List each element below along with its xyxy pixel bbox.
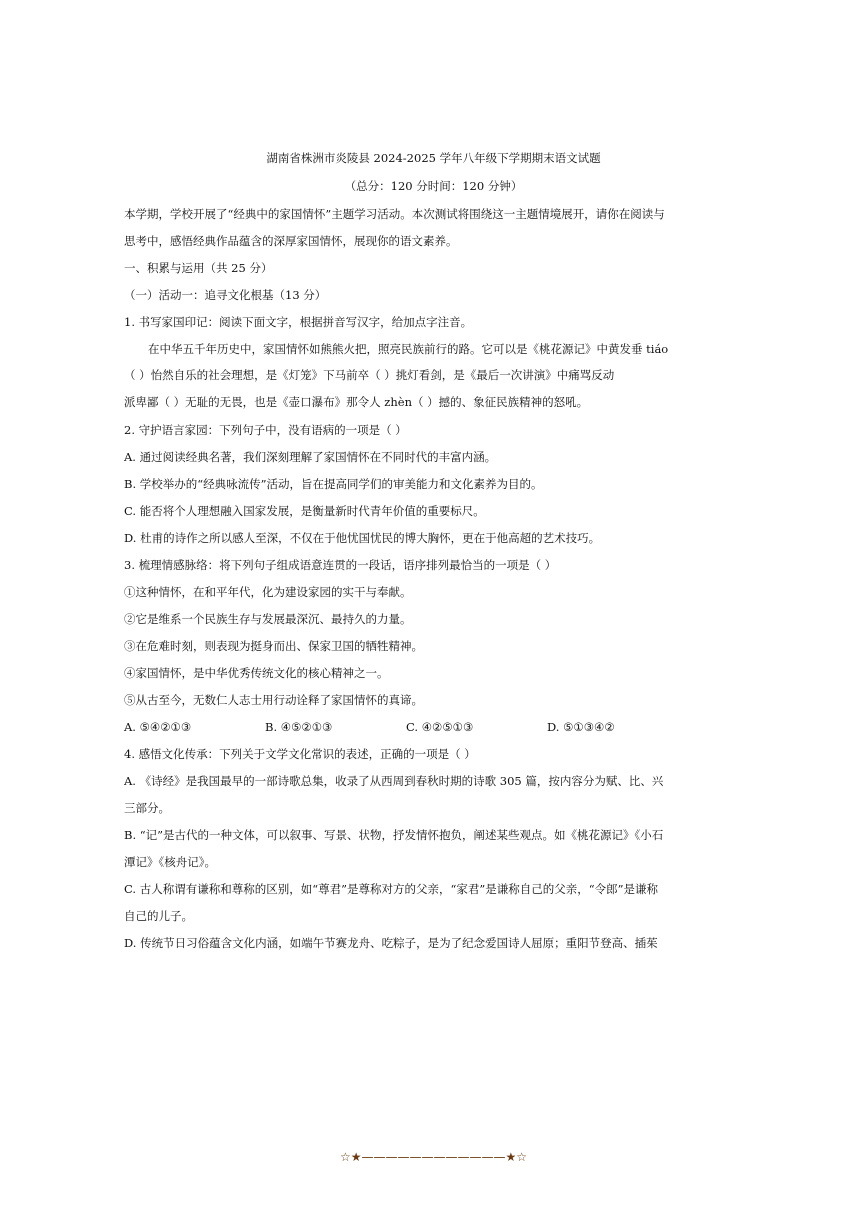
question-3-sentence: ②它是维系一个民族生存与发展最深沉、最持久的力量。 [124, 612, 412, 626]
question-3-sentence: ③在危难时刻，则表现为挺身而出、保家卫国的牺牲精神。 [124, 639, 423, 653]
question-4-line: 三部分。 [124, 801, 170, 815]
question-3-choices [124, 718, 760, 736]
question-4-line: D. 传统节日习俗蕴含文化内涵，如端午节赛龙舟、吃粽子，是为了纪念爱国诗人屈原；重阳节登高、插茱 [124, 936, 658, 950]
question-4-line: 潭记》《核舟记》。 [124, 855, 216, 869]
question-4-stem: 4. 感悟文化传承：下列关于文学文化常识的表述，正确的一项是（ ） [124, 747, 476, 761]
question-3-sentence: ①这种情怀，在和平年代，化为建设家园的实干与奉献。 [124, 585, 412, 599]
question-2-option: D. 杜甫的诗作之所以感人至深，不仅在于他忧国忧民的博大胸怀，更在于他高超的艺术技巧。 [124, 531, 601, 545]
question-4-line: C. 古人称谓有谦称和尊称的区别，如“尊君”是尊称对方的父亲，“家君”是谦称自己的父亲，“令郎”是谦称 [124, 882, 658, 896]
question-3-stem: 3. 梳理情感脉络：将下列句子组成语意连贯的一段话，语序排列最恰当的一项是（ ） [124, 558, 557, 572]
question-2-option: B. 学校举办的“经典咏流传”活动，旨在提高同学们的审美能力和文化素养为目的。 [124, 477, 543, 491]
question-2-stem: 2. 守护语言家园：下列句子中，没有语病的一项是（ ） [124, 423, 407, 437]
question-3-sentence: ④家国情怀，是中华优秀传统文化的核心精神之一。 [124, 666, 389, 680]
activity-heading: （一）活动一：追寻文化根基（13 分） [124, 288, 327, 302]
question-1-passage-line: （ ）怡然自乐的社会理想，是《灯笼》下马前卒（ ）挑灯看剑，是《最后一次讲演》中痛骂反动 [124, 368, 615, 382]
question-1-stem: 1. 书写家国印记：阅读下面文字，根据拼音写汉字，给加点字注音。 [124, 315, 473, 329]
exam-subtitle: （总分：120 分时间：120 分钟） [344, 179, 523, 193]
section-heading: 一、积累与运用（共 25 分） [124, 261, 273, 275]
exam-title: 湖南省株洲市炎陵县 2024-2025 学年八年级下学期期末语文试题 [266, 151, 601, 165]
question-3-sentence: ⑤从古至今，无数仁人志士用行动诠释了家国情怀的真谛。 [124, 693, 423, 707]
choice-d: D. ⑤①③④② [547, 720, 615, 734]
intro-line-1: 本学期，学校开展了“经典中的家国情怀”主题学习活动。本次测试将围绕这一主题情境展开，请你在阅读与 [124, 207, 665, 221]
choice-b: B. ④⑤②①③ [265, 720, 333, 734]
page-footer-ornament: ☆★————————————★☆ [339, 1150, 528, 1164]
question-4-line: B. “记”是古代的一种文体，可以叙事、写景、状物，抒发情怀抱负，阐述某些观点。如《桃花源记》《小石 [124, 828, 664, 842]
choice-a: A. ⑤④②①③ [124, 720, 192, 734]
question-4-line: A. 《诗经》是我国最早的一部诗歌总集，收录了从西周到春秋时期的诗歌 305 篇，按内容分为赋、比、兴 [124, 774, 664, 788]
question-1-passage-line: 在中华五千年历史中，家国情怀如熊熊火把，照亮民族前行的路。它可以是《桃花源记》中黄发垂 tiáo [148, 342, 669, 356]
intro-line-2: 思考中，感悟经典作品蕴含的深厚家国情怀，展现你的语文素养。 [124, 234, 458, 248]
question-1-passage-line: 派卑鄙（ ）无耻的无畏，也是《壶口瀑布》那令人 zhèn（ ）撼的、象征民族精神的怒吼。 [124, 395, 589, 409]
question-2-option: A. 通过阅读经典名著，我们深刻理解了家国情怀在不同时代的丰富内涵。 [124, 450, 497, 464]
choice-c: C. ④②⑤①③ [406, 720, 474, 734]
question-2-option: C. 能否将个人理想融入国家发展，是衡量新时代青年价值的重要标尺。 [124, 504, 485, 518]
question-4-line: 自己的儿子。 [124, 909, 193, 923]
